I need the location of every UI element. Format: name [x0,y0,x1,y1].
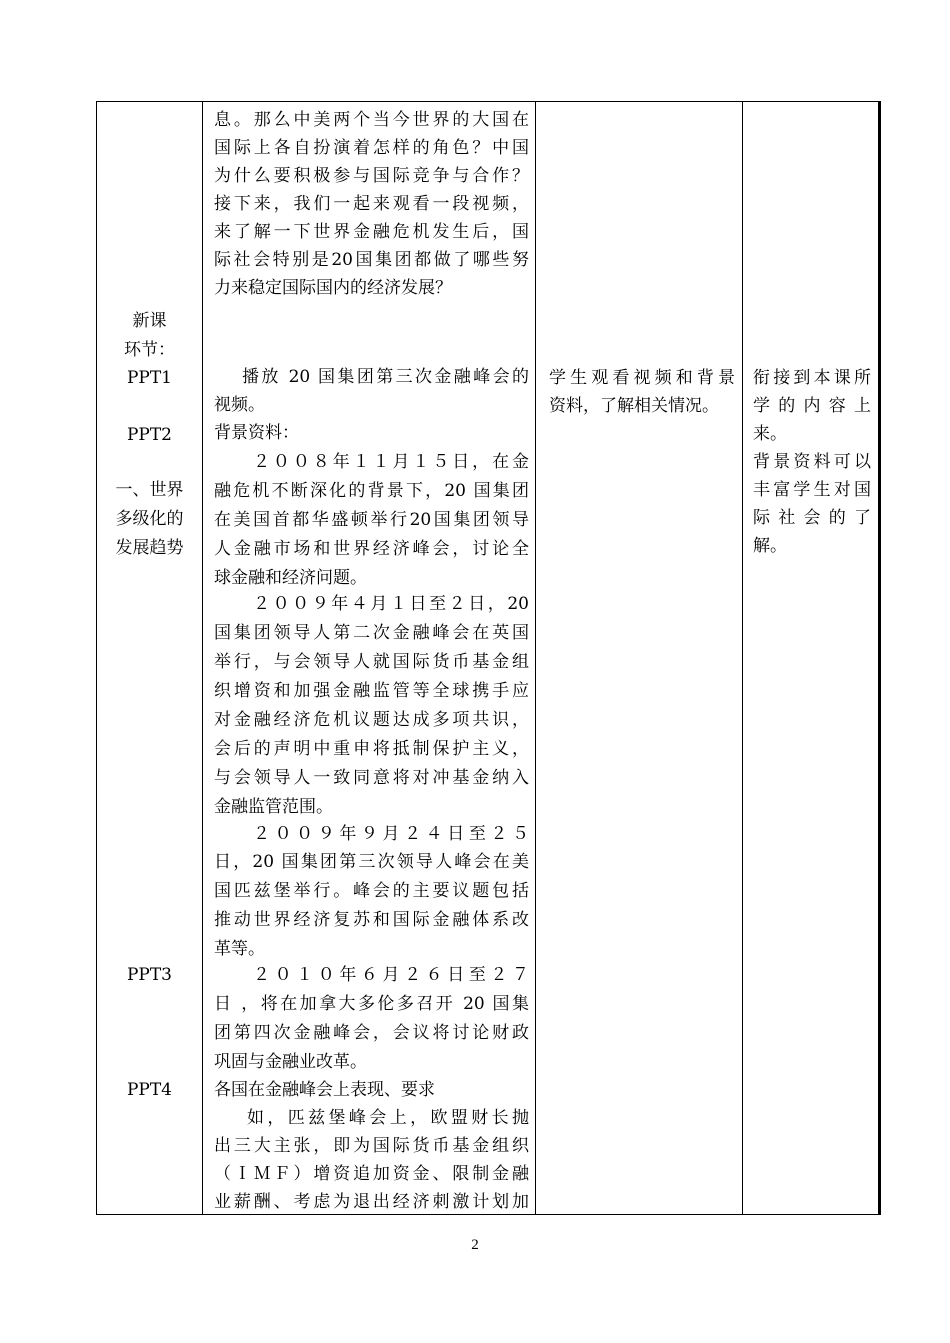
column-section [97,102,203,1214]
text-line: ２０１０年６月２６日至２７ [253,965,529,985]
column-student-activity [535,102,743,1214]
text-line: 衔接到本课所 [753,368,871,388]
text-line: 织增资和加强金融监管等全球携手应 [214,681,529,701]
text-line: （ＩＭＦ）增资追加资金、限制金融 [214,1164,529,1184]
section-label: 新课 [132,311,167,331]
text-line: 推动世界经济复苏和国际金融体系改 [214,910,529,930]
text-line: 视频。 [214,395,265,415]
section-label: 环节： [124,340,175,360]
text-line: 国集团领导人第二次金融峰会在英国 [214,623,529,643]
text-line: 为什么要积极参与国际竞争与合作？ [214,166,529,186]
text-line: 举行，与会领导人就国际货币基金组 [214,652,529,672]
text-line: 学生观看视频和背景 [549,368,735,388]
text-line: 巩固与金融业改革。 [214,1052,367,1072]
text-line: ２００９年９月２４日至２５ [253,824,529,844]
text-line: 对金融经济危机议题达成多项共识， [214,710,529,730]
text-line: 业薪酬、考虑为退出经济刺激计划加 [214,1192,529,1212]
text-line: ２００９年４月１日至２日，20 [253,594,529,614]
text-line: 金融监管范围。 [214,797,333,817]
text-line: 如，匹兹堡峰会上，欧盟财长抛 [247,1108,529,1128]
text-line: 丰富学生对国 [753,480,871,500]
text-line: 融危机不断深化的背景下，20 国集团 [214,481,529,501]
text-line: 人金融市场和世界经济峰会，讨论全 [214,539,529,559]
topic-label: 多级化的 [115,509,184,529]
text-line: 际社会的了 [753,508,871,528]
text-line: 息。那么中美两个当今世界的大国在 [214,110,529,130]
text-line: 国际上各自扮演着怎样的角色？中国 [214,138,529,158]
text-line: 力来稳定国际国内的经济发展？ [214,278,452,298]
text-line: 团第四次金融峰会，会议将讨论财政 [214,1023,529,1043]
ppt-label: PPT2 [126,425,173,445]
topic-label: 发展趋势 [115,538,184,558]
text-line: 球金融和经济问题。 [214,568,367,588]
text-line: 接下来，我们一起来观看一段视频， [214,194,529,214]
text-line: 背景资料可以 [753,452,871,472]
text-line: ２００８年１１月１５日，在金 [253,452,529,472]
text-line: 与会领导人一致同意将对冲基金纳入 [214,768,529,788]
text-line: 会后的声明中重申将抵制保护主义， [214,739,529,759]
column-design-intent [742,102,879,1214]
text-line: 资料，了解相关情况。 [549,396,719,416]
lesson-plan-table [96,101,881,1215]
text-line: 日 ，将在加拿大多伦多召开 20 国集 [214,994,529,1014]
text-line: 来了解一下世界金融危机发生后，国 [214,222,529,242]
text-line: 各国在金融峰会上表现、要求 [214,1080,435,1100]
text-line: 在美国首都华盛顿举行20国集团领导 [214,510,529,530]
text-line: 国匹兹堡举行。峰会的主要议题包括 [214,881,529,901]
text-line: 来。 [753,424,787,444]
ppt-label: PPT3 [126,965,173,985]
text-line: 学的内容上 [753,396,871,416]
ppt-label: PPT4 [126,1080,173,1100]
text-line: 日，20 国集团第三次领导人峰会在美 [214,852,529,872]
text-line: 背景资料： [214,423,299,443]
page-number: 2 [471,1237,479,1253]
text-line: 出三大主张，即为国际货币基金组织 [214,1136,529,1156]
ppt-label: PPT1 [126,368,173,388]
text-line: 革等。 [214,939,265,959]
text-line: 际社会特别是20国集团都做了哪些努 [214,250,529,270]
text-line: 播放 20 国集团第三次金融峰会的 [242,367,529,387]
text-line: 解。 [753,536,787,556]
topic-label: 一、世界 [115,480,184,500]
